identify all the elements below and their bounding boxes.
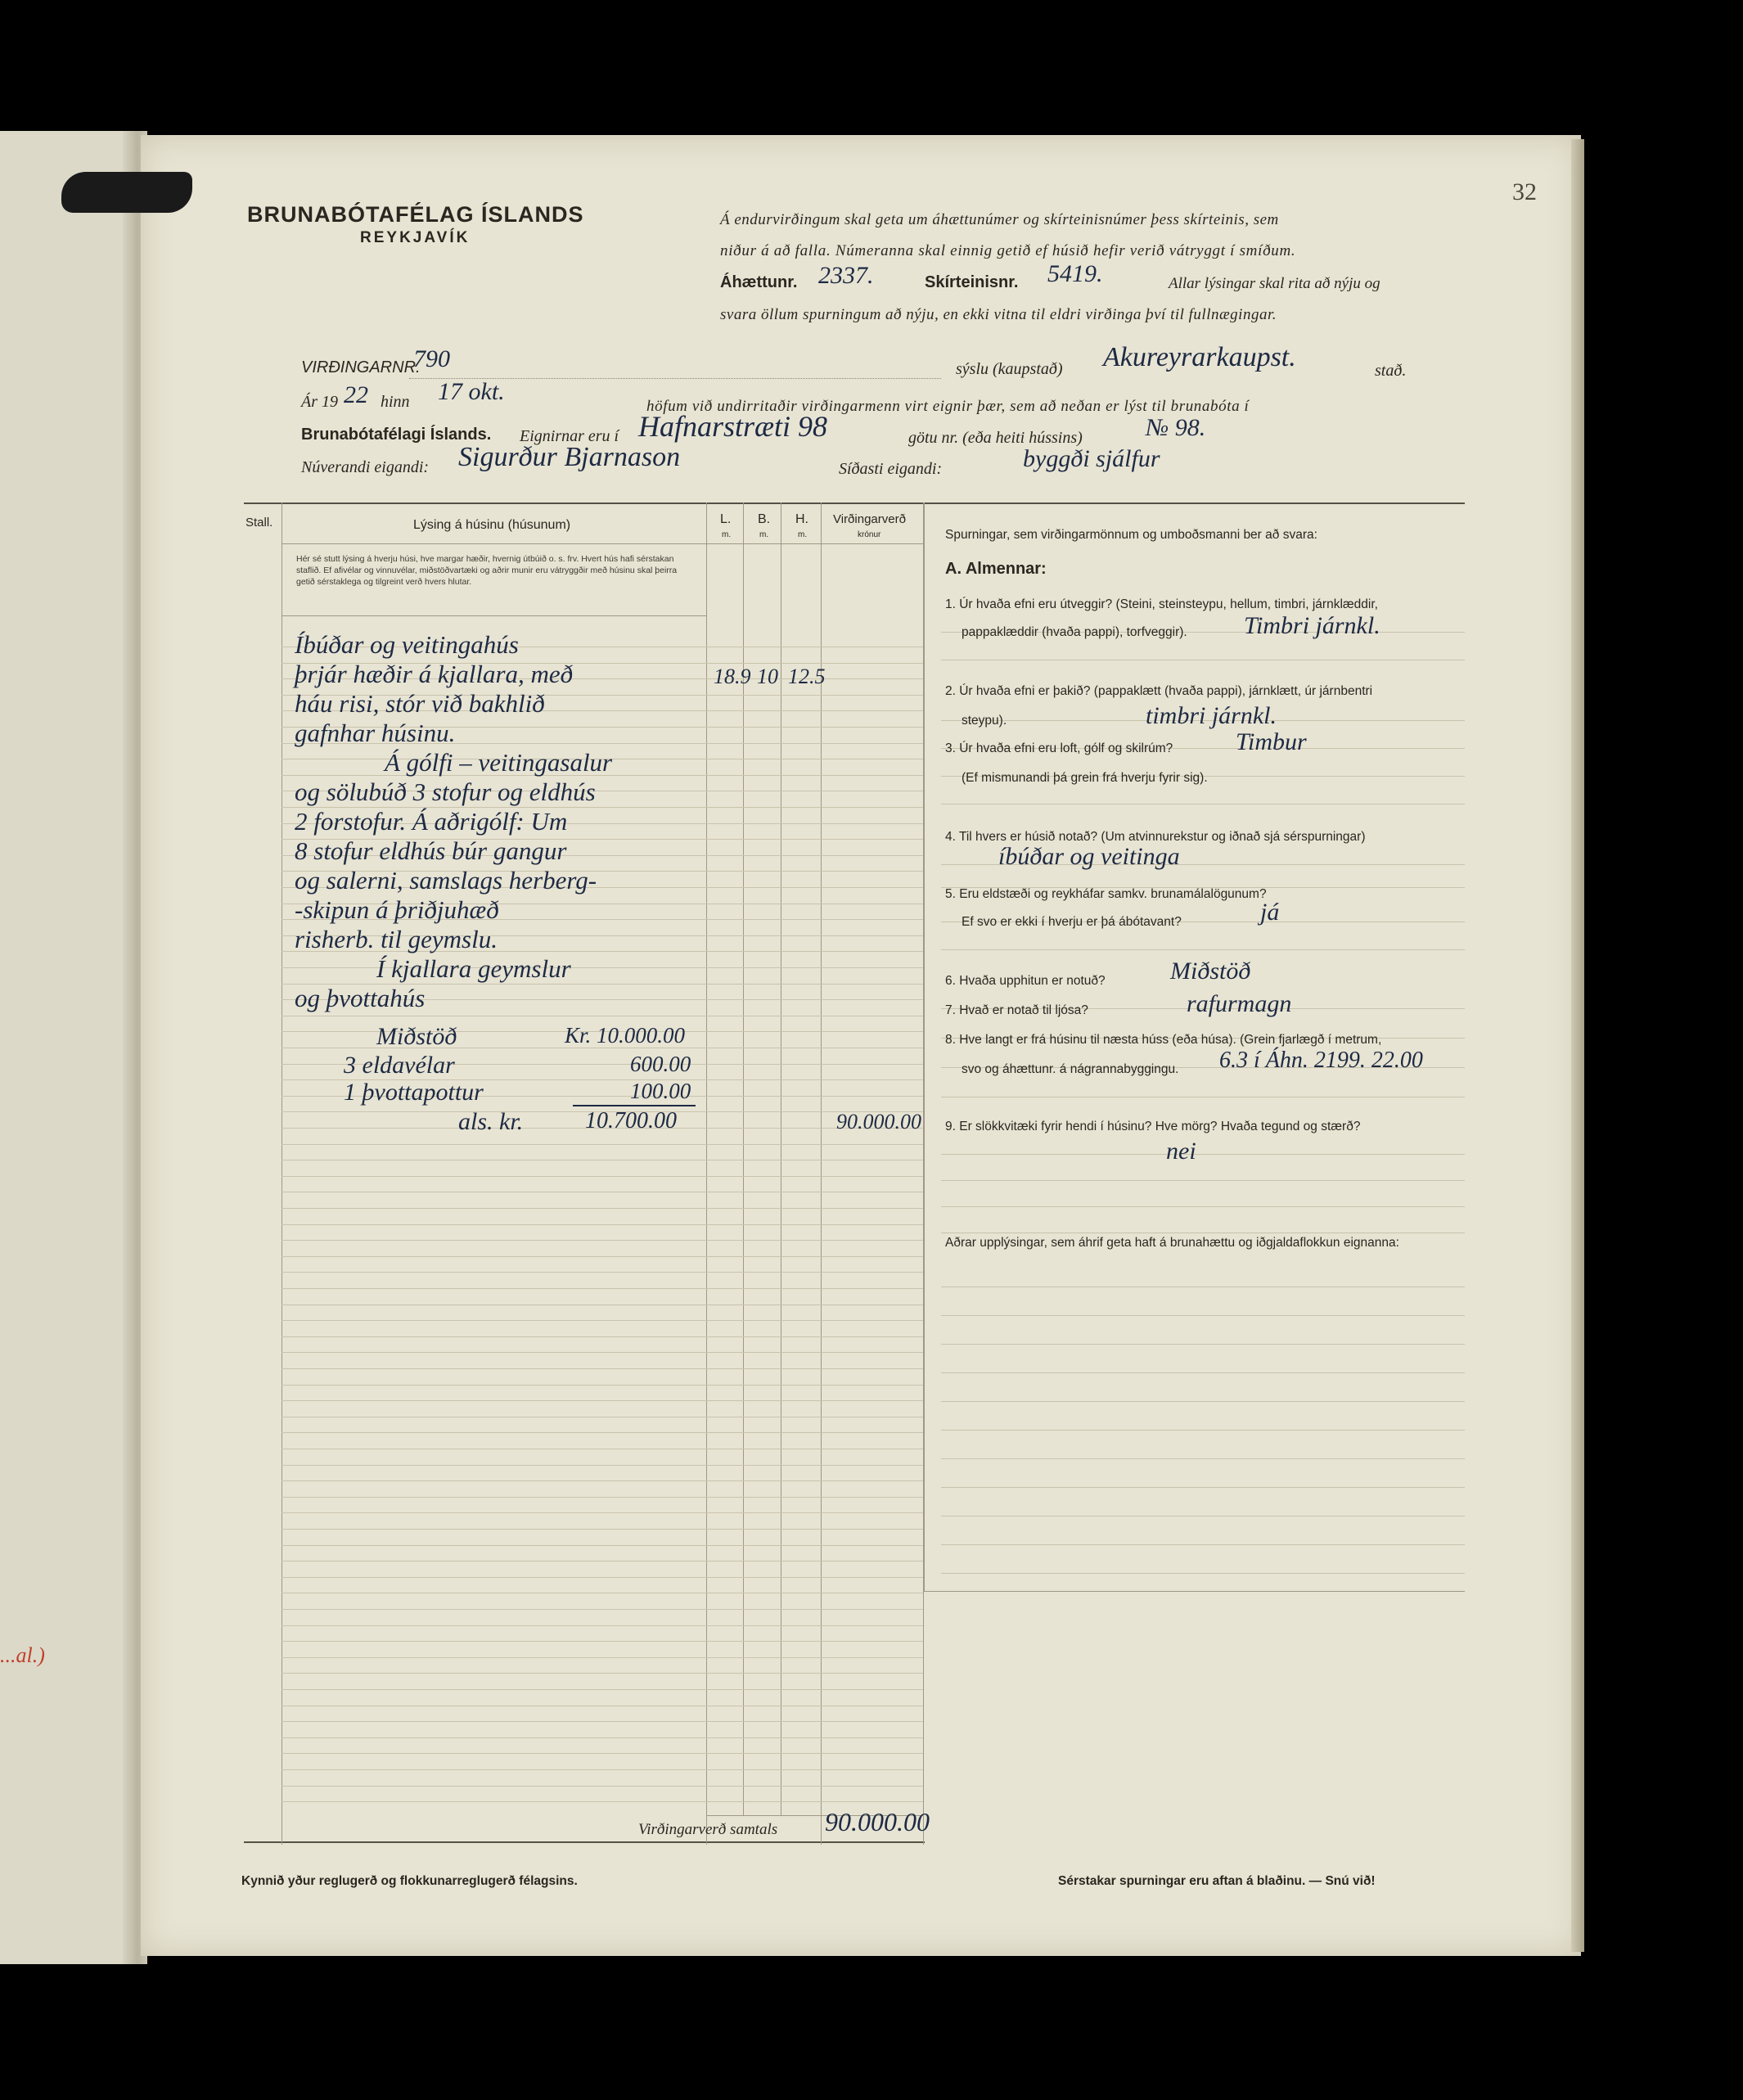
question-8-cont: svo og áhættunr. á nágrannabyggingu. [962, 1062, 1179, 1076]
question-9: 9. Er slökkvitæki fyrir hendi í húsinu? Hve mörg? Hvaða tegund og stærð? [945, 1120, 1361, 1133]
desc-line: og salerni, samslags herberg- [295, 866, 597, 895]
page-number: 32 [1512, 178, 1537, 205]
answer-7: rafurmagn [1187, 990, 1292, 1017]
question-ruled-line [941, 1487, 1465, 1488]
org-name: BRUNABÓTAFÉLAG ÍSLANDS [247, 202, 584, 227]
question-ruled-line [941, 949, 1465, 950]
desc-line: gafnhar húsinu. [295, 719, 456, 747]
question-5-cont: Ef svo er ekki í hverju er þá ábótavant? [962, 915, 1182, 929]
answer-8: 6.3 í Áhn. 2199. 22.00 [1219, 1048, 1423, 1073]
question-2: 2. Úr hvaða efni er þakið? (pappaklætt (hvaða pappi), járnklætt, úr járnbentri [945, 684, 1373, 698]
footer-left: Kynnið yður reglugerð og flokkunarreglugerð félagsins. [241, 1874, 578, 1888]
date-value: 17 okt. [438, 378, 505, 405]
desc-line: -skipun á þriðjuhæð [295, 895, 499, 924]
owner-label: Núverandi eigandi: [301, 458, 430, 476]
stad-label: stað. [1375, 362, 1407, 380]
ruled-line [281, 1497, 923, 1498]
item-label: Miðstöð [376, 1023, 457, 1050]
question-6: 6. Hvaða upphitun er notuð? [945, 974, 1106, 988]
ruled-line [281, 1769, 923, 1770]
question-4: 4. Til hvers er húsið notað? (Um atvinnurekstur og iðnað sjá sérspurningar) [945, 830, 1366, 844]
dim-height: 12.5 [788, 665, 826, 688]
binding-clip [61, 172, 192, 213]
county-value: Akureyrarkaupst. [1103, 342, 1296, 372]
ruled-line [281, 1529, 923, 1530]
ruled-line [281, 1176, 923, 1177]
ruled-line [281, 1385, 923, 1386]
street-suffix: götu nr. (eða heiti hússins) [908, 429, 1083, 447]
ruled-line [281, 1641, 923, 1642]
question-ruled-line [941, 1430, 1465, 1431]
properties-label: Eignirnar eru í [520, 427, 619, 445]
risk-number-label: Áhættunr. [720, 273, 798, 291]
dim-length: 18.9 [714, 665, 751, 688]
desc-line: Í kjallara geymslur [376, 954, 571, 983]
item-value: Kr. 10.000.00 [565, 1023, 686, 1048]
question-ruled-line [941, 1372, 1465, 1373]
left-page-note: ...al.) [0, 1643, 45, 1667]
item-value: 100.00 [630, 1079, 691, 1103]
company-name: Brunabótafélagi Íslands. [301, 426, 492, 444]
description-block [295, 630, 708, 1013]
ruled-line [281, 1609, 923, 1610]
year-label: Ár 19 [301, 393, 338, 411]
items-sum-rule [573, 1105, 696, 1106]
other-info-label: Aðrar upplýsingar, sem áhrif geta haft á brunahættu og iðgjaldaflokkun eignanna: [945, 1236, 1399, 1250]
desc-line: risherb. til geymslu. [295, 925, 498, 953]
question-ruled-line [941, 1315, 1465, 1316]
intro-line-4: svara öllum spurningum að nýju, en ekki vitna til eldri virðinga því til fullnægingar. [720, 306, 1277, 323]
question-ruled-line [941, 1154, 1465, 1155]
total-value: 90.000.00 [825, 1807, 930, 1836]
ruled-line [281, 1352, 923, 1353]
answer-2: timbri járnkl. [1146, 702, 1277, 729]
question-5: 5. Eru eldstæði og reykháfar samkv. brunamálalögunum? [945, 887, 1267, 901]
desc-line: 2 forstofur. Á aðrigólf: Um [295, 807, 568, 836]
header-bottom-rule [281, 543, 923, 544]
intro-line-3: Allar lýsingar skal rita að nýju og [1169, 275, 1380, 292]
org-city: REYKJAVÍK [360, 229, 471, 246]
items-total-label: als. kr. [458, 1108, 524, 1135]
house-value: 90.000.00 [836, 1110, 921, 1133]
desc-line: og sölubúð 3 stofur og eldhús [295, 777, 596, 806]
question-1-cont: pappaklæddir (hvaða pappi), torfveggir). [962, 625, 1187, 639]
col-line-stall [281, 502, 282, 1845]
col-desc-header: Lýsing á húsinu (húsunum) [413, 518, 571, 532]
table-bottom-rule [244, 1841, 925, 1843]
ruled-line [281, 1657, 923, 1658]
ruled-line [281, 1512, 923, 1513]
ruled-line [281, 1480, 923, 1481]
table-instructions: Hér sé stutt lýsing á hverju húsi, hve margar hæðir, hvernig útbúið o. s. frv. Hvert hús hafi sérstakan staflið. Ef afivélar og vinnuvélar, miðstöðvartæki og aðrir munir eru vátryggðir með húsinu skal þeirra getið sérstaklega og tilgreint verð hvers hlutar. [296, 554, 678, 587]
desc-line: þrjár hæðir á kjallara, með [295, 660, 574, 688]
ruled-line [281, 1256, 923, 1257]
table-top-rule [244, 502, 1465, 504]
items-total-value: 10.700.00 [585, 1108, 677, 1133]
question-ruled-line [941, 1458, 1465, 1459]
ruled-line [281, 1144, 923, 1145]
col-stall-header: Stall. [245, 516, 273, 530]
ruled-line [281, 1288, 923, 1289]
col-l-unit: m. [722, 530, 732, 539]
valuation-no-value: 790 [413, 345, 450, 372]
intro-line-1: Á endurvirðingum skal geta um áhættunúmer og skírteinisnúmer þess skírteinis, sem [720, 211, 1279, 228]
ruled-line [281, 1689, 923, 1690]
questions-intro: Spurningar, sem virðingarmönnum og umboðsmanni ber að svara: [945, 528, 1317, 542]
desc-line: Á gólfi – veitingasalur [385, 748, 613, 777]
risk-number-value: 2337. [818, 262, 874, 289]
col-l-header: L. [720, 512, 732, 526]
ruled-line [281, 1721, 923, 1722]
instructions-rule [281, 615, 706, 616]
col-value-unit: krónur [858, 530, 881, 539]
answer-3: Timbur [1236, 728, 1307, 755]
ruled-line [281, 1400, 923, 1401]
section-general: A. Almennar: [945, 560, 1047, 578]
question-ruled-line [941, 1544, 1465, 1545]
questions-left-rule [923, 502, 925, 1591]
answer-5: já [1260, 899, 1280, 926]
ruled-line [281, 1432, 923, 1433]
ruled-line [281, 1320, 923, 1321]
question-ruled-line [941, 1206, 1465, 1207]
ruled-line [281, 1465, 923, 1466]
footer-right: Sérstakar spurningar eru aftan á blaðinu. — Snú við! [1058, 1874, 1376, 1888]
ruled-line [281, 1801, 923, 1802]
valuation-no-label: VIRÐINGARNR. [301, 358, 421, 376]
item-label: 3 eldavélar [344, 1052, 455, 1079]
answer-9: nei [1166, 1138, 1196, 1165]
col-h-unit: m. [798, 530, 808, 539]
col-value-header: Virðingarverð [833, 512, 906, 526]
ruled-line [281, 1336, 923, 1337]
county-label: sýslu (kaupstað) [956, 360, 1063, 378]
col-h-header: H. [795, 512, 808, 526]
page-edge [1571, 139, 1584, 1952]
col-b-unit: m. [759, 530, 769, 539]
ruled-line [281, 1545, 923, 1546]
question-1: 1. Úr hvaða efni eru útveggir? (Steini, steinsteypu, hellum, timbri, járnklæddir, [945, 597, 1378, 611]
question-3: 3. Úr hvaða efni eru loft, gólf og skilrúm? [945, 741, 1173, 755]
ruled-line [281, 1737, 923, 1738]
year-value: 22 [344, 381, 368, 408]
intro-line-2: niður á að falla. Númeranna skal einnig getið ef húsið hefir verið vátryggt í smíðum. [720, 242, 1296, 259]
question-ruled-line [941, 1401, 1465, 1402]
questions-bottom-rule [923, 1591, 1465, 1592]
house-number: № 98. [1146, 414, 1206, 441]
col-line-h [821, 502, 822, 1845]
question-ruled-line [941, 1573, 1465, 1574]
question-ruled-line [941, 1180, 1465, 1181]
question-ruled-line [941, 1344, 1465, 1345]
certificate-number-label: Skírteinisnr. [925, 273, 1019, 291]
left-page [0, 131, 141, 1964]
day-label: hinn [381, 393, 410, 411]
ruled-line [281, 1224, 923, 1225]
desc-line: 8 stofur eldhús búr gangur [295, 836, 567, 865]
ruled-line [281, 1368, 923, 1369]
desc-line: Íbúðar og veitingahús [295, 630, 519, 659]
previous-owner-label: Síðasti eigandi: [839, 460, 943, 478]
item-value: 600.00 [630, 1052, 691, 1076]
question-8: 8. Hve langt er frá húsinu til næsta húss (eða húsa). (Grein fjarlægð í metrum, [945, 1033, 1382, 1047]
ruled-line [281, 1753, 923, 1754]
ruled-line [281, 1577, 923, 1578]
ruled-line [281, 1625, 923, 1626]
previous-owner-value: byggði sjálfur [1023, 445, 1160, 472]
ruled-line [281, 1240, 923, 1241]
item-label: 1 þvottapottur [344, 1079, 484, 1106]
answer-1: Timbri járnkl. [1244, 612, 1380, 639]
question-2-cont: steypu). [962, 714, 1007, 728]
street-value: Hafnarstræti 98 [638, 410, 828, 443]
total-label: Virðingarverð samtals [638, 1821, 778, 1838]
question-3-note: (Ef mismunandi þá grein frá hverju fyrir sig). [962, 771, 1208, 785]
ruled-line [281, 1673, 923, 1674]
assessed-text: höfum við undirritaðir virðingarmenn virt eignir þær, sem að neðan er lýst til brunabóta í [646, 398, 1250, 415]
desc-line: háu risi, stór við bakhlið [295, 689, 545, 718]
ruled-line [281, 1272, 923, 1273]
dim-breadth: 10 [757, 665, 778, 688]
question-7: 7. Hvað er notað til ljósa? [945, 1003, 1088, 1017]
col-b-header: B. [758, 512, 771, 526]
answer-6: Miðstöð [1170, 958, 1251, 985]
answer-4: íbúðar og veitinga [998, 843, 1180, 870]
ruled-line [281, 1208, 923, 1209]
certificate-number-value: 5419. [1047, 260, 1103, 287]
ruled-line [281, 1786, 923, 1787]
desc-line: og þvottahús [295, 984, 426, 1012]
owner-value: Sigurður Bjarnason [458, 442, 681, 472]
